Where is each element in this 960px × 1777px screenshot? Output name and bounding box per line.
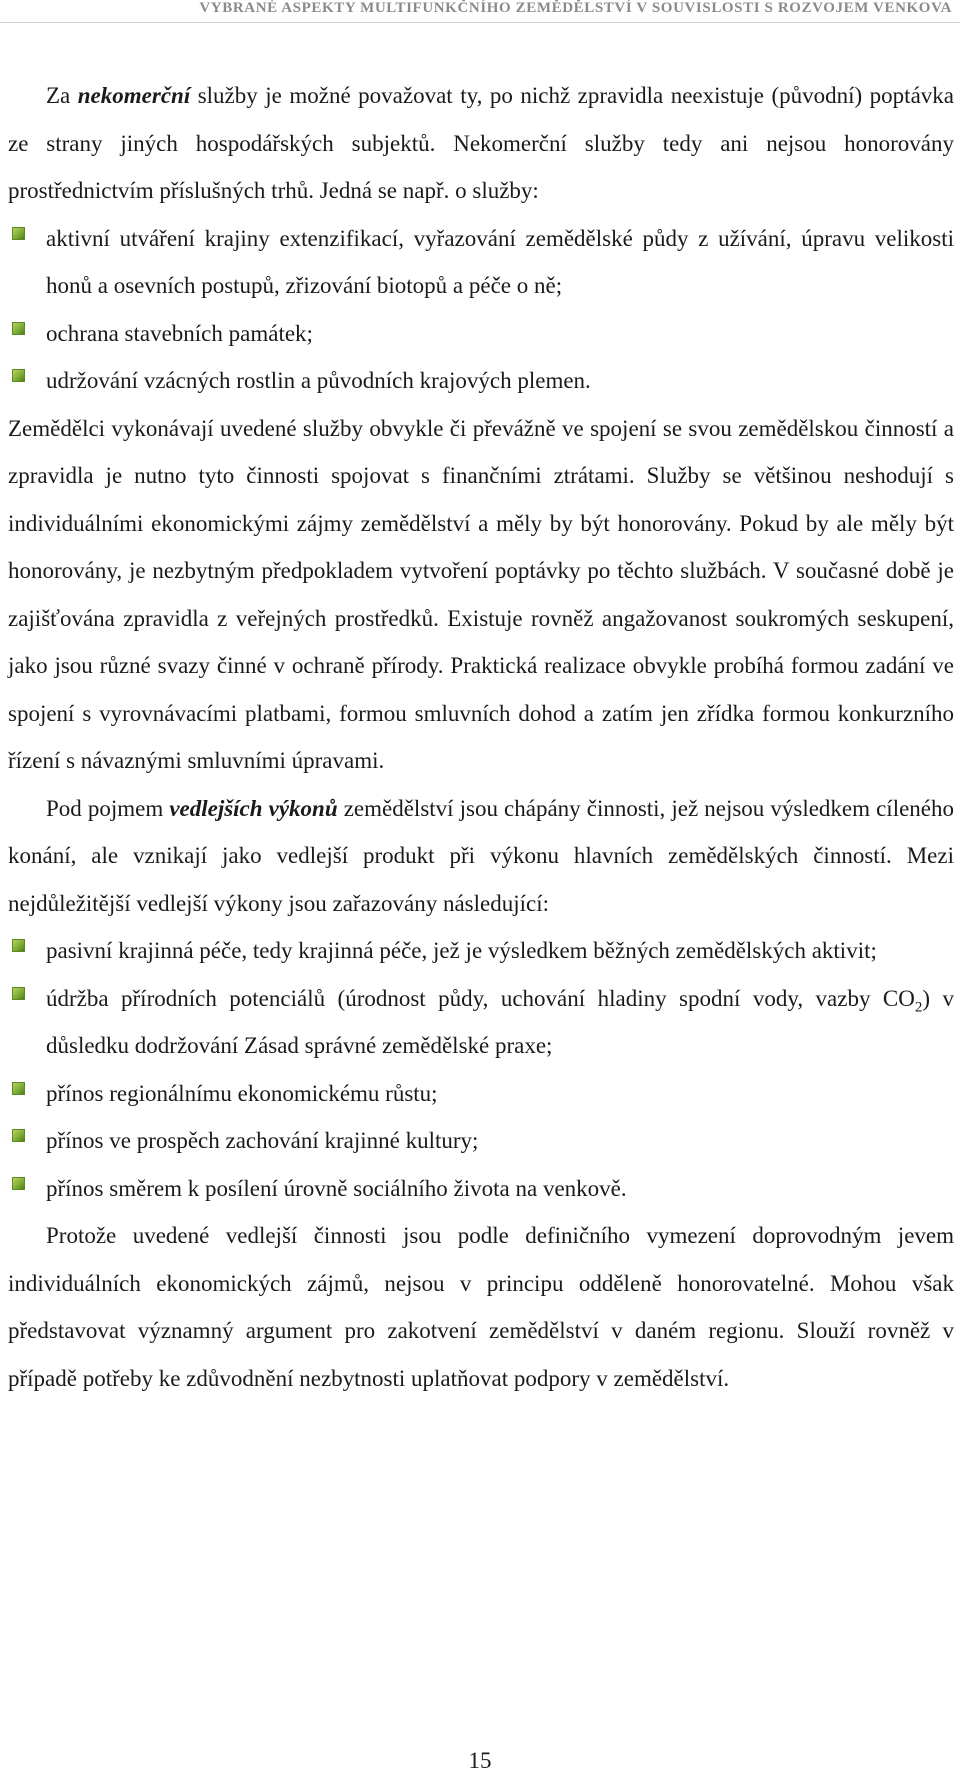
- list-item: [8, 975, 954, 1070]
- list-item-text: ) v důsledku dodržování Zásad správné zemědělské praxe;: [46, 985, 954, 1058]
- page-number: 15: [468, 1748, 492, 1773]
- paragraph-text: Za: [46, 83, 78, 108]
- list-item: [8, 1070, 954, 1118]
- header-rule: [0, 22, 960, 23]
- list-item-text: údržba přírodních potenciálů (úrodnost půdy, uchování hladiny spodní vody, vazby CO: [46, 985, 915, 1011]
- paragraph-side-outputs: [8, 785, 954, 928]
- paragraph-text: služby je možné považovat ty, po nichž zpravidla neexistuje (původní) poptávka ze strany jiných hospodářských subjektů. Nekomerční služby tedy ani nejsou honorovány prostřednictvím příslušných trhů. Jedná se např. o služby:: [8, 83, 954, 203]
- term-vedlejsich-vykonu: vedlejších výkonů: [169, 795, 338, 821]
- list-item: [8, 1165, 954, 1213]
- green-square-bullet-icon: [12, 1177, 25, 1190]
- paragraph-farmers-services: Zemědělci vykonávají uvedené služby obvykle či převážně ve spojení se svou zemědělskou činností a zpravidla je nutno tyto činnosti spojovat s finančními ztrátami. Služby se většinou neshodují s individuálními ekonomickými zájmy zemědělství a měly by být honorovány. Pokud by ale měly být honorovány, je nezbytným předpokladem vytvoření poptávky po těchto službách. V současné době je zajišťována zpravidla z veřejných prostředků. Existuje rovněž angažovanost soukromých seskupení, jako jsou různé svazy činné v ochraně přírody. Praktická realizace obvykle probíhá formou zadání ve spojení s vyrovnávacími platbami, formou smluvních dohod a zatím jen zřídka formou konkurzního řízení s návaznými smluvními úpravami.: [8, 415, 954, 773]
- list-item: [8, 215, 954, 310]
- subscript: 2: [914, 999, 923, 1016]
- green-square-bullet-icon: [12, 987, 25, 1000]
- green-square-bullet-icon: [12, 939, 25, 952]
- running-header-title: VYBRANÉ ASPEKTY MULTIFUNKČNÍHO ZEMĚDĚLSTVÍ V SOUVISLOSTI S ROZVOJEM VENKOVA: [199, 0, 952, 16]
- list-item-text: přínos regionálnímu ekonomickému růstu;: [46, 1080, 438, 1106]
- green-square-bullet-icon: [12, 1129, 25, 1142]
- page-body: [8, 72, 954, 1402]
- list-item-text: udržování vzácných rostlin a původních krajových plemen.: [46, 368, 591, 393]
- paragraph-text: zemědělství jsou chápány činnosti, jež nejsou výsledkem cíleného konání, ale vznikají jako vedlejší produkt při výkonu hlavních zemědělských činností. Mezi nejdůležitější vedlejší výkony jsou zařazovány následující:: [8, 795, 954, 916]
- list-item-text: přínos ve prospěch zachování krajinné kultury;: [46, 1128, 479, 1153]
- green-square-bullet-icon: [12, 322, 25, 335]
- paragraph-text: Pod pojmem: [46, 795, 170, 821]
- running-header: [0, 0, 960, 20]
- list-item-text: ochrana stavebních památek;: [46, 320, 313, 346]
- paragraph-conclusion: Protože uvedené vedlejší činnosti jsou podle definičního vymezení doprovodným jevem individuálních ekonomických zájmů, nejsou v principu odděleně honorovatelné. Mohou však představovat významný argument pro zakotvení zemědělství v daném regionu. Slouží rovněž v případě potřeby ke zdůvodnění nezbytnosti uplatňovat podpory v zemědělství.: [8, 1223, 954, 1391]
- noncommercial-services-list: [8, 215, 954, 405]
- list-item: [8, 357, 954, 405]
- list-item-text: aktivní utváření krajiny extenzifikací, vyřazování zemědělské půdy z užívání, úpravu velikosti honů a osevních postupů, zřizování biotopů a péče o ně;: [46, 225, 954, 298]
- list-item: [8, 1117, 954, 1165]
- green-square-bullet-icon: [12, 369, 25, 382]
- green-square-bullet-icon: [12, 1082, 25, 1095]
- list-item-text: přínos směrem k posílení úrovně sociálního života na venkově.: [46, 1175, 627, 1201]
- list-item: [8, 927, 954, 975]
- term-nekomercni: nekomerční: [77, 83, 191, 108]
- side-outputs-list: [8, 927, 954, 1212]
- green-square-bullet-icon: [12, 227, 25, 240]
- paragraph-noncommercial-services: [8, 72, 954, 215]
- list-item: [8, 310, 954, 358]
- list-item-text: pasivní krajinná péče, tedy krajinná péče, jež je výsledkem běžných zemědělských aktivit;: [46, 938, 877, 963]
